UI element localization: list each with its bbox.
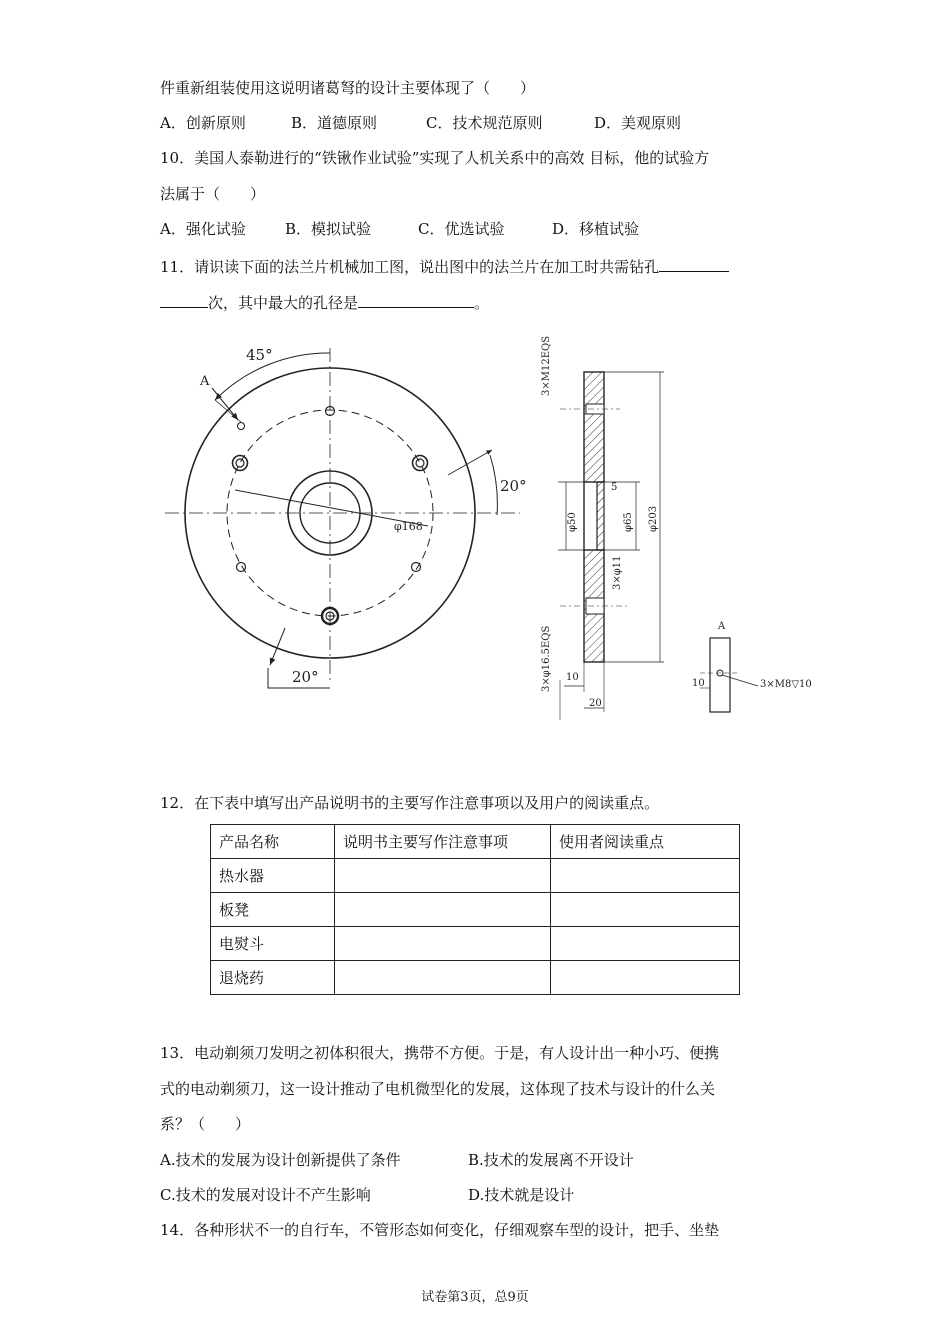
q11-stem-end: 。 (474, 294, 490, 312)
answer-blank-2[interactable] (358, 291, 474, 308)
reading-focus-cell[interactable] (551, 927, 740, 961)
writing-notes-cell[interactable] (335, 927, 551, 961)
product-name-cell: 退烧药 (211, 961, 335, 995)
q13-line-2: 式的电动剃须刀，这一设计推动了电机微型化的发展，这体现了技术与设计的什么关 (160, 1080, 716, 1098)
table-header: 说明书主要写作注意事项 (335, 825, 551, 859)
reading-focus-cell[interactable] (551, 893, 740, 927)
q11-stem-2: 次，其中最大的孔径是 (208, 294, 359, 312)
flange-drawing (0, 320, 950, 740)
label-hole-11: 3×φ11 (612, 555, 623, 590)
q10-option-d: D．移植试验 (552, 220, 640, 238)
q13-line-1: 13．电动剃须刀发明之初体积很大，携带不方便。于是，有人设计出一种小巧、便携 (160, 1044, 720, 1062)
q13-option-c: C.技术的发展对设计不产生影响 (160, 1186, 371, 1204)
table-row (211, 859, 740, 893)
q10-line-2: 法属于（ ） (160, 185, 266, 203)
hole-upper-left (233, 456, 248, 471)
manual-table (210, 824, 740, 995)
label-hole-165: 3×φ16.5EQS (541, 625, 552, 692)
q9-stem-tail: 件重新组装使用这说明诸葛弩的设计主要体现了（ ） (160, 79, 536, 97)
table-row (211, 961, 740, 995)
table-header: 使用者阅读重点 (551, 825, 740, 859)
q10-option-a: A．强化试验 (160, 220, 246, 238)
q14-line-1: 14．各种形状不一的自行车，不管形态如何变化，仔细观察车型的设计，把手、坐垫 (160, 1221, 720, 1239)
label-dim-10: 10 (566, 672, 579, 683)
q11-line-1 (160, 255, 729, 277)
label-angle-20-bottom: 20° (292, 668, 319, 686)
label-dia-168: φ168 (394, 520, 423, 533)
answer-blank-1[interactable] (659, 255, 729, 272)
answer-blank-1-cont[interactable] (160, 291, 208, 308)
label-dim-5: 5 (611, 482, 618, 493)
q9-option-d: D．美观原则 (594, 114, 682, 132)
q10-line-1: 10．美国人泰勒进行的“铁锹作业试验”实现了人机关系中的高效 目标，他的试验方 (160, 149, 710, 167)
q9-option-a: A．创新原则 (160, 114, 246, 132)
label-detail-a: A (718, 621, 726, 632)
q13-option-a: A.技术的发展为设计创新提供了条件 (160, 1151, 401, 1169)
q10-option-c: C．优选试验 (418, 220, 505, 238)
table-row (211, 893, 740, 927)
q11-stem: 11．请识读下面的法兰片机械加工图，说出图中的法兰片在加工时共需钻孔 (160, 258, 660, 276)
detail-a-view (700, 638, 758, 712)
reading-focus-cell[interactable] (551, 961, 740, 995)
label-angle-20-right: 20° (500, 477, 527, 495)
label-detail-10: 10 (692, 678, 705, 689)
label-dia-65: φ65 (623, 512, 634, 532)
product-name-cell: 电熨斗 (211, 927, 335, 961)
writing-notes-cell[interactable] (335, 859, 551, 893)
flange-front-view (165, 348, 520, 688)
product-name-cell: 热水器 (211, 859, 335, 893)
label-detail-m8: 3×M8▽10 (760, 679, 812, 690)
hole-upper-right (413, 456, 428, 471)
q12-stem: 12．在下表中填写出产品说明书的主要写作注意事项以及用户的阅读重点。 (160, 794, 660, 812)
hole-lower-right (412, 563, 421, 572)
label-dia-50: φ50 (567, 512, 578, 532)
table-header: 产品名称 (211, 825, 335, 859)
writing-notes-cell[interactable] (335, 893, 551, 927)
hole-lower-left (237, 563, 246, 572)
writing-notes-cell[interactable] (335, 961, 551, 995)
q10-option-b: B．模拟试验 (285, 220, 372, 238)
reading-focus-cell[interactable] (551, 859, 740, 893)
q9-option-c: C．技术规范原则 (426, 114, 543, 132)
q13-option-b: B.技术的发展离不开设计 (468, 1151, 634, 1169)
label-angle-45: 45° (246, 346, 273, 364)
page-footer: 试卷第3页，总9页 (421, 1290, 529, 1305)
label-dia-203: φ203 (648, 505, 659, 532)
hole-upper-left-small (238, 423, 245, 430)
q13-option-d: D.技术就是设计 (468, 1186, 575, 1204)
bolt-circle (227, 410, 433, 616)
q11-line-2 (160, 291, 489, 313)
q13-line-3: 系？（ ） (160, 1115, 251, 1133)
flange-section-view (558, 372, 664, 720)
label-dim-20: 20 (589, 698, 602, 709)
label-hole-m12: 3×M12EQS (541, 335, 552, 396)
label-a: A (200, 374, 210, 389)
q9-option-b: B．道德原则 (291, 114, 378, 132)
angle-20-right-arc (490, 455, 497, 515)
table-row (211, 927, 740, 961)
product-name-cell: 板凳 (211, 893, 335, 927)
table-header-row (211, 825, 740, 859)
